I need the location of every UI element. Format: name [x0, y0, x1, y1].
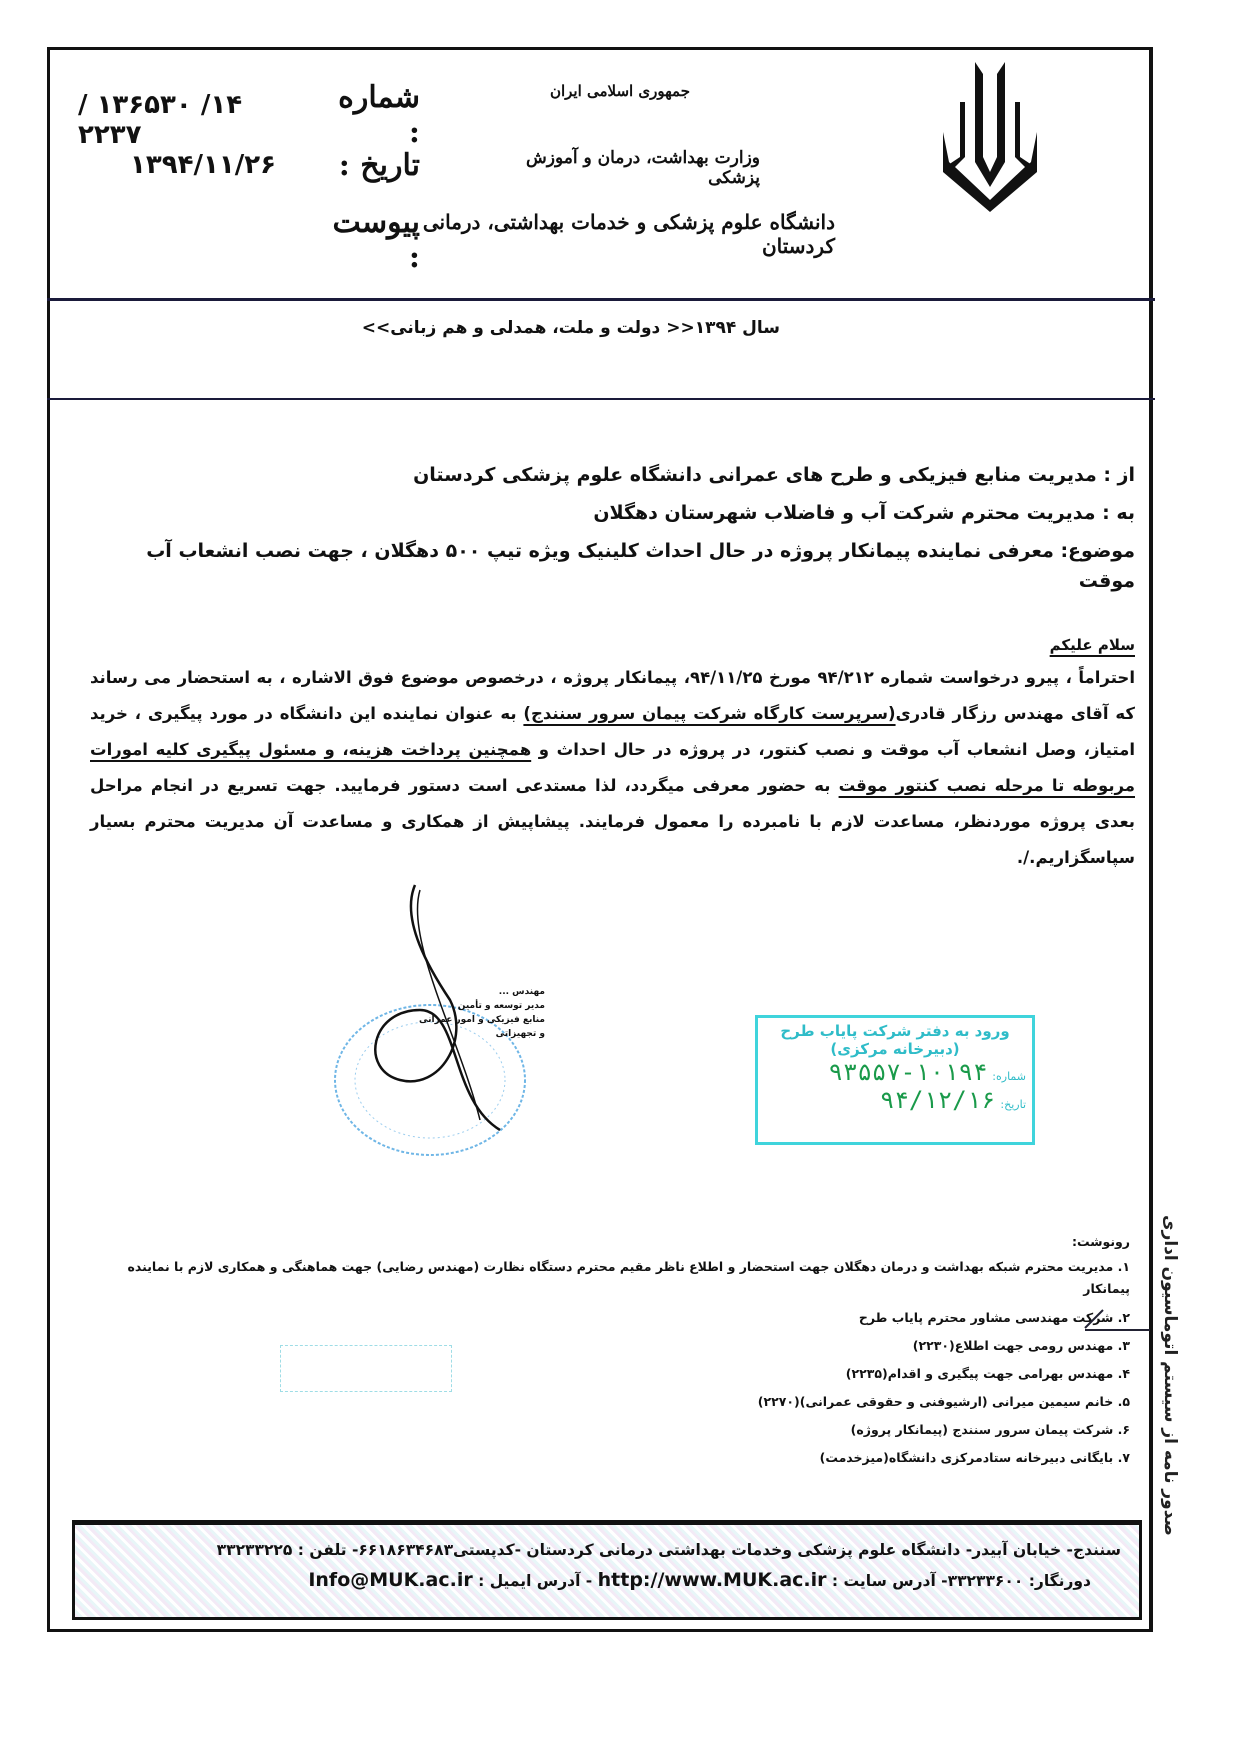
cc-item: ۳. مهندس رومی جهت اطلاع(۲۲۳۰) — [912, 1338, 1130, 1353]
stamp-title: ورود به دفتر شرکت پایاب طرح — [780, 1022, 1010, 1040]
signer-name: مهندس ... — [498, 987, 545, 997]
header-divider — [47, 298, 1155, 301]
footer-email-label: - آدرس ایمیل : — [478, 1572, 593, 1590]
check-mark-icon — [1055, 1300, 1155, 1340]
signer-title-1: مدیر توسعه و تأمین — [457, 1001, 545, 1011]
stamp-date: ۹۴/۱۲/۱۶ — [880, 1086, 996, 1114]
signer-title-2: منابع فیزیکی و امور عمرانی — [419, 1015, 545, 1025]
footer-address — [72, 1520, 1142, 1620]
cc-title: رونوشت: — [1071, 1234, 1130, 1249]
year-slogan: سال ۱۳۹۴<< دولت و ملت، همدلی و هم زبانی>> — [361, 318, 780, 338]
country-name: جمهوری اسلامی ایران — [549, 82, 690, 100]
stamp-date-label: تاریخ: — [1000, 1098, 1026, 1111]
university-name: دانشگاه علوم پزشکی و خدمات بهداشتی، درمانی کردستان — [422, 210, 835, 258]
slogan-divider — [47, 398, 1155, 400]
body-underlined-2: همچنین پرداخت هزینه، و مسئول پیگیری کلیه امورات مربوطه تا مرحله نصب کنتور موقت — [90, 740, 1135, 795]
university-logo-icon — [935, 62, 1045, 212]
footer-email-link[interactable]: Info@MUK.ac.ir — [308, 1569, 473, 1591]
cc-item: ۷. بایگانی دبیرخانه ستادمرکزی دانشگاه(میزخدمت) — [819, 1450, 1130, 1465]
body-text-1: احتراماً ، پیرو درخواست شماره ۹۴/۲۱۲ مورخ ۹۴/۱۱/۲۵، پیمانکار پروژه ، درخصوص موضوع فوق الاشاره ، به استحضار می رساند که آقای مهندس رزگار قادری — [90, 668, 1135, 723]
date-label: تاریخ : — [338, 148, 420, 183]
stamp-subtitle: (دبیرخانه مرکزی) — [830, 1040, 960, 1058]
letter-number: ۱۴/ ۱۳۶۵۳۰ / ۲۲۳۷ — [78, 90, 243, 150]
letter-body — [90, 460, 1135, 876]
body-underlined-1: (سرپرست کارگاه شرکت پیمان سرور سنندج) — [523, 704, 896, 723]
body-paragraph — [90, 660, 1135, 876]
automation-note: صدور نامه از سیستم اتوماسیون اداری — [1160, 1215, 1180, 1536]
body-text-3: به حضور معرفی میگردد، لذا مستدعی است دستور فرمایید. جهت تسریع در انجام مراحل بعدی پروژه موردنظر، مساعدت لازم با نامبرده را معمول فرمایند. پیشاپیش از همکاری و مساعدت آن مدیریت محترم بسیار سپاسگزاریم./. — [90, 776, 1135, 867]
footer-address-line: سنندج- خیابان آبیدر- دانشگاه علوم پزشکی وخدمات بهداشتی درمانی کردستان -کدپستی۶۶۱۸۶۳۴۶۸۳- تلفن : ۳۳۲۳۳۲۲۵ — [216, 1541, 1121, 1559]
greeting: سلام علیکم — [1049, 636, 1135, 654]
cc-item: ۶. شرکت پیمان سرور سنندج (پیمانکار پروژه) — [850, 1422, 1130, 1437]
cc-list — [95, 1228, 1130, 1472]
signer-title-3: و تجهیزاتی — [495, 1029, 545, 1039]
letter-date: ۱۳۹۴/۱۱/۲۶ — [130, 150, 276, 180]
attachment-label: پیوست : — [332, 205, 420, 275]
stamp-number: ۱۰۱۹۴-۹۳۵۵۷ — [828, 1058, 988, 1086]
footer-website-link[interactable]: http://www.MUK.ac.ir — [597, 1569, 827, 1591]
from-line: از : مدیریت منابع فیزیکی و طرح های عمرانی دانشگاه علوم پزشکی کردستان — [413, 464, 1135, 486]
subject-line: موضوع: معرفی نماینده پیمانکار پروژه در حال احداث کلینیک ویژه تیپ ۵۰۰ دهگلان ، جهت نصب انشعاب آب موقت — [146, 540, 1135, 592]
to-line: به : مدیریت محترم شرکت آب و فاضلاب شهرستان دهگلان — [593, 502, 1135, 524]
footer-fax: دورنگار: ۳۳۲۳۳۶۰۰- آدرس سایت : — [831, 1572, 1091, 1590]
signature-block — [395, 985, 545, 1041]
cc-item: ۵. خانم سیمین میرانی (ارشیوفنی و حقوقی عمرانی)(۲۲۷۰) — [757, 1394, 1130, 1409]
cc-item: ۱. مدیریت محترم شبکه بهداشت و درمان دهگلان جهت استحضار و اطلاع ناظر مقیم محترم دستگاه نظارت (مهندس رضایی) جهت هماهنگی و همکاری لازم با نماینده پیمانکار — [127, 1259, 1130, 1296]
number-label: شماره : — [338, 80, 420, 150]
ministry-name: وزارت بهداشت، درمان و آموزش پزشکی — [526, 148, 760, 188]
cc-item: ۲. شرکت مهندسی مشاور محترم پایاب طرح — [858, 1310, 1130, 1325]
entry-stamp — [755, 1015, 1035, 1145]
cc-item: ۴. مهندس بهرامی جهت پیگیری و اقدام(۲۲۳۵) — [845, 1366, 1130, 1381]
stamp-number-label: شماره: — [992, 1070, 1026, 1083]
body-text-2: به عنوان نماینده این دانشگاه در مورد پیگیری ، خرید امتیاز، وصل انشعاب آب موقت و نصب کنتور، در پروژه در حال احداث و — [90, 704, 1136, 759]
